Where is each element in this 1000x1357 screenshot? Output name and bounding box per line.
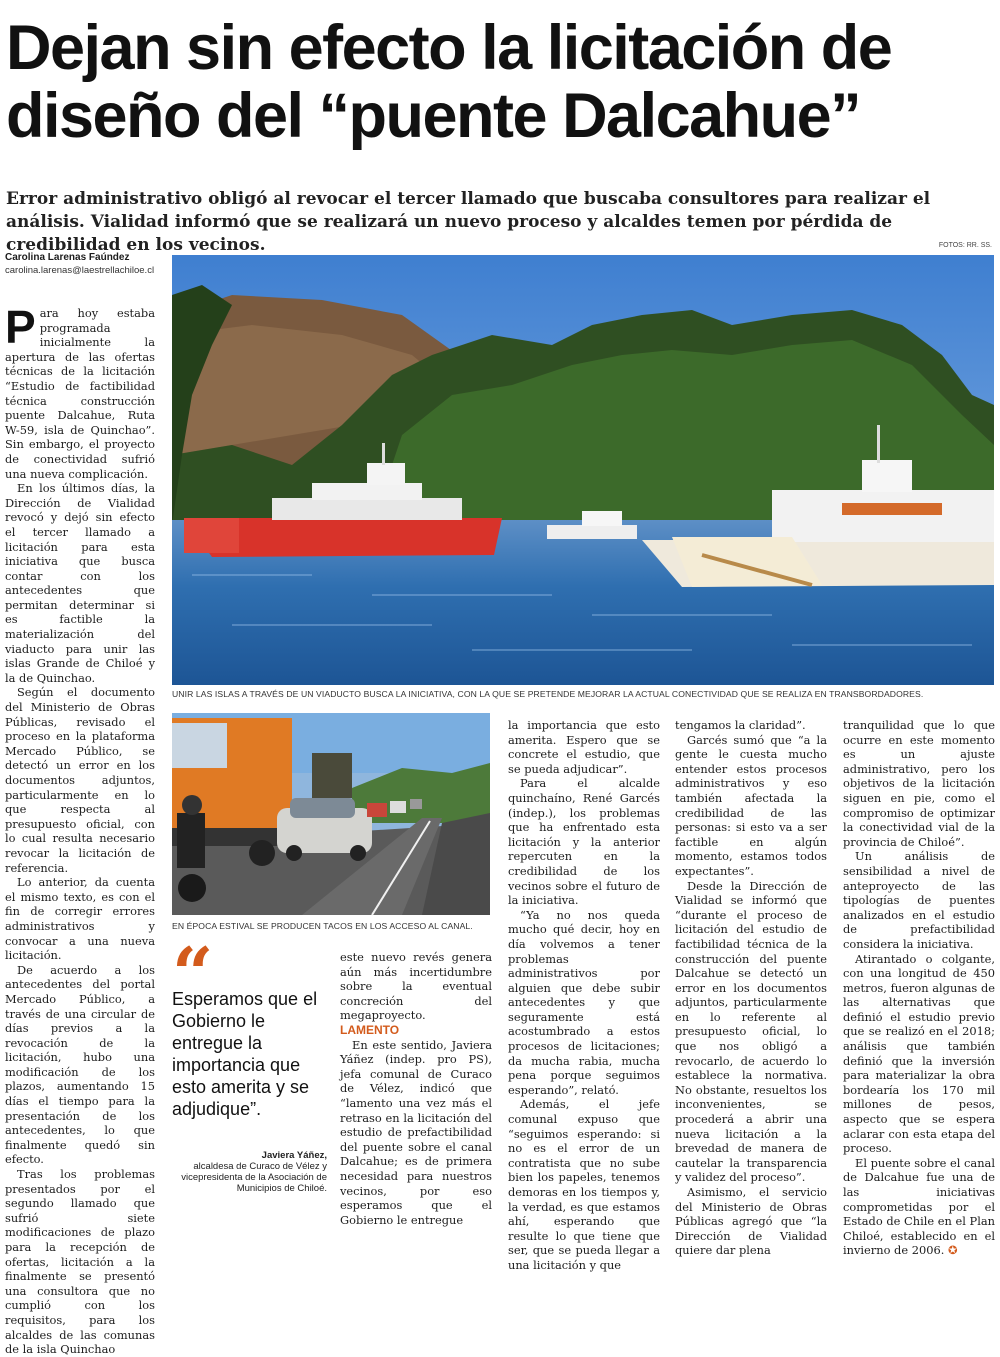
paragraph: Tras los problemas presentados por el segundo llamado que sufrió siete modificaciones de plazo para la recepción de ofertas, licitación a la finalmente se presentó una consultora que no cumplió con los requisitos, para los alcaldes de las comunas de la isla Quinchao <box>5 1167 155 1357</box>
quote-text: Esperamos que el Gobierno le entregue la importancia que esto amerita y se adjudique”. <box>172 989 318 1119</box>
paragraph: la importancia que esto amerita. Espero que se concrete el estudio, que se pueda adjudicar”. <box>508 718 660 776</box>
paragraph: Garcés sumó que “a la gente le cuesta mucho entender estos procesos administrativos y eso también afectada la credibilidad de las personas: si esto va a ser factible en algún momento, estamos todos expectantes”. <box>675 732 827 878</box>
paragraph: tranquilidad que lo que ocurre en este momento es un ajuste administrativo, pero los objetivos de la licitación siguen en pie, como el compromiso de optimizar la conectividad vial de la provincia de Chiloé”. <box>843 718 995 849</box>
paragraph: tengamos la claridad”. <box>675 718 806 732</box>
quote-mark-icon: “ <box>172 931 214 1016</box>
paragraph: Según el documento del Ministerio de Obras Públicas, revisado el proceso en la plataforma Mercado Público, se detectó un error en los documentos adjuntos, particularmente en lo que respecta al presupuesto oficial, con lo cual resulta necesario revocar la licitación de referencia. <box>5 685 155 875</box>
headline: Dejan sin efecto la licitación de diseño del “puente Dalcahue” <box>6 13 892 151</box>
author-email: carolina.larenas@laestrellachiloe.cl <box>5 265 155 276</box>
paragraph: En los últimos días, la Dirección de Vialidad revocó y dejó sin efecto el tercer llamado a licitación para esta iniciativa que busca contar con los antecedentes que permitan determinar si es factible la materialización del viaducto para unir las islas Grande de Chiloé y la de Quinchao. <box>5 481 155 685</box>
body-column-5 <box>843 718 995 1258</box>
paragraph: este nuevo revés genera aún más incertidumbre sobre la eventual concreción del megaproyecto. <box>340 950 492 1023</box>
quote-author: Javiera Yáñez, <box>261 1150 327 1161</box>
paragraph: Atirantado o colgante, con una longitud de 450 metros, fueron algunas de las alternativas que definió el estudio previo que se realizó en el 2018; análisis que también definió que la inversión para materializar la obra bordearía los 170 mil millones de pesos, aspecto que se espera aclarar con esta etapa del proceso. <box>843 951 995 1156</box>
quote-author-role: alcaldesa de Curaco de Vélez y vicepresidenta de la Asociación de Municipios de Chiloé. <box>181 1161 327 1194</box>
paragraph: ara hoy estaba programada inicialmente la apertura de las ofertas técnicas de la licitación “Estudio de factibilidad técnica construcción puente Dalcahue, Ruta W-59, isla de Quinchao”. Sin embargo, el proyecto de conectividad sufrió una nueva complicación. <box>5 306 155 481</box>
body-column-1 <box>5 301 155 1357</box>
author-name: Carolina Larenas Faúndez <box>5 252 130 263</box>
paragraph: Un análisis de sensibilidad a nivel de anteproyecto de las tipologías de puentes analizados en el estudio de prefactibilidad considera la iniciativa. <box>843 849 995 951</box>
quote-attribution <box>169 1150 327 1194</box>
dek-subtitle: Error administrativo obligó al revocar el tercer llamado que buscaba consultores para realizar el análisis. Vialidad informó que se realizará un nuevo proceso y alcaldes temen por pérdida de credibilidad en los vecinos. <box>6 189 931 255</box>
paragraph: Asimismo, el servicio del Ministerio de Obras Públicas agregó que “la Dirección de Vialidad quiere dar plena <box>675 1185 827 1258</box>
photo-credit: FOTOS: RR. SS. <box>938 242 992 249</box>
paragraph: Lo anterior, da cuenta el mismo texto, es con el fin de corregir errores administrativos y convocar a una nueva licitación. <box>5 875 155 963</box>
byline <box>5 252 170 276</box>
paragraph <box>843 1156 995 1258</box>
main-photo-ferries <box>172 255 994 685</box>
paragraph: De acuerdo a los antecedentes del portal Mercado Público, a través de una circular de días previos a la revocación de la licitación, hubo una modificación de los plazos, aumentando 15 días el tiempo para la presentación de los antecedentes, lo que finalmente quedó sin efecto. <box>5 962 155 1167</box>
pull-quote <box>172 931 327 1218</box>
paragraph: Desde la Dirección de Vialidad se informó que “durante el proceso de licitación del estudio de factibilidad técnica de la construcción del puente Dalcahue se detectó un error en los documentos adjuntos, particularmente en lo referente al presupuesto oficial, lo que nos obligó a revocarlo, de acuerdo lo establece la normativa. No obstante, resueltos los inconvenientes, se procederá a abrir una nueva licitación a la brevedad de manera de cautelar la transparencia y validez del proceso”. <box>675 878 827 1185</box>
body-column-3 <box>508 718 660 1272</box>
drop-cap: P <box>5 301 36 353</box>
body-column-2 <box>340 718 492 1227</box>
body-column-4 <box>675 718 827 1258</box>
end-mark-icon: ✪ <box>947 1243 958 1258</box>
paragraph: En este sentido, Javiera Yáñez (indep. pro PS), jefa comunal de Curaco de Vélez, indicó que “lamento una vez más el retraso en la licitación del estudio de prefactibilidad del puente sobre el canal Dalcahue; es de primera necesidad para nuestros vecinos, por eso esperamos que el Gobierno le entregue <box>340 1037 492 1227</box>
main-photo-caption: UNIR LAS ISLAS A TRAVÉS DE UN VIADUCTO BUSCA LA INICIATIVA, CON LA QUE SE PRETENDE MEJORAR LA ACTUAL CONECTIVIDAD QUE SE REALIZA EN TRANSBORDADORES. <box>172 689 924 699</box>
paragraph-text: El puente sobre el canal de Dalcahue fue una de las iniciativas comprometidas por el Estado de Chile en el Plan Chiloé, establecido en el invierno de 2006. <box>843 1155 995 1258</box>
paragraph: “Ya no nos queda mucho qué decir, hoy en día volvemos a tener problemas administrativos por alguien que debe subir antecedentes y que seguramente está acostumbrado a estos procesos de licitaciones; da mucha rabia, mucha pena porque seguimos esperando”, relató. <box>508 907 660 1097</box>
paragraph: Además, el jefe comunal expuso que “seguimos esperando: si no es el error de un contratista que no sube bien los papeles, tenemos demoras en los tiempos y, la verdad, es que estamos ahí, esperando que resulte lo que tiene que ser, que se pueda llegar a una licitación y que <box>508 1097 660 1272</box>
paragraph: Para el alcalde quinchaíno, René Garcés (indep.), los problemas que ha enfrentado esta licitación y la anterior repercuten en la credibilidad de los vecinos sobre el futuro de la iniciativa. <box>508 776 660 908</box>
traffic-photo-caption: EN ÉPOCA ESTIVAL SE PRODUCEN TACOS EN LOS ACCESO AL CANAL. <box>172 921 473 931</box>
section-subhead: LAMENTO <box>340 1022 400 1037</box>
